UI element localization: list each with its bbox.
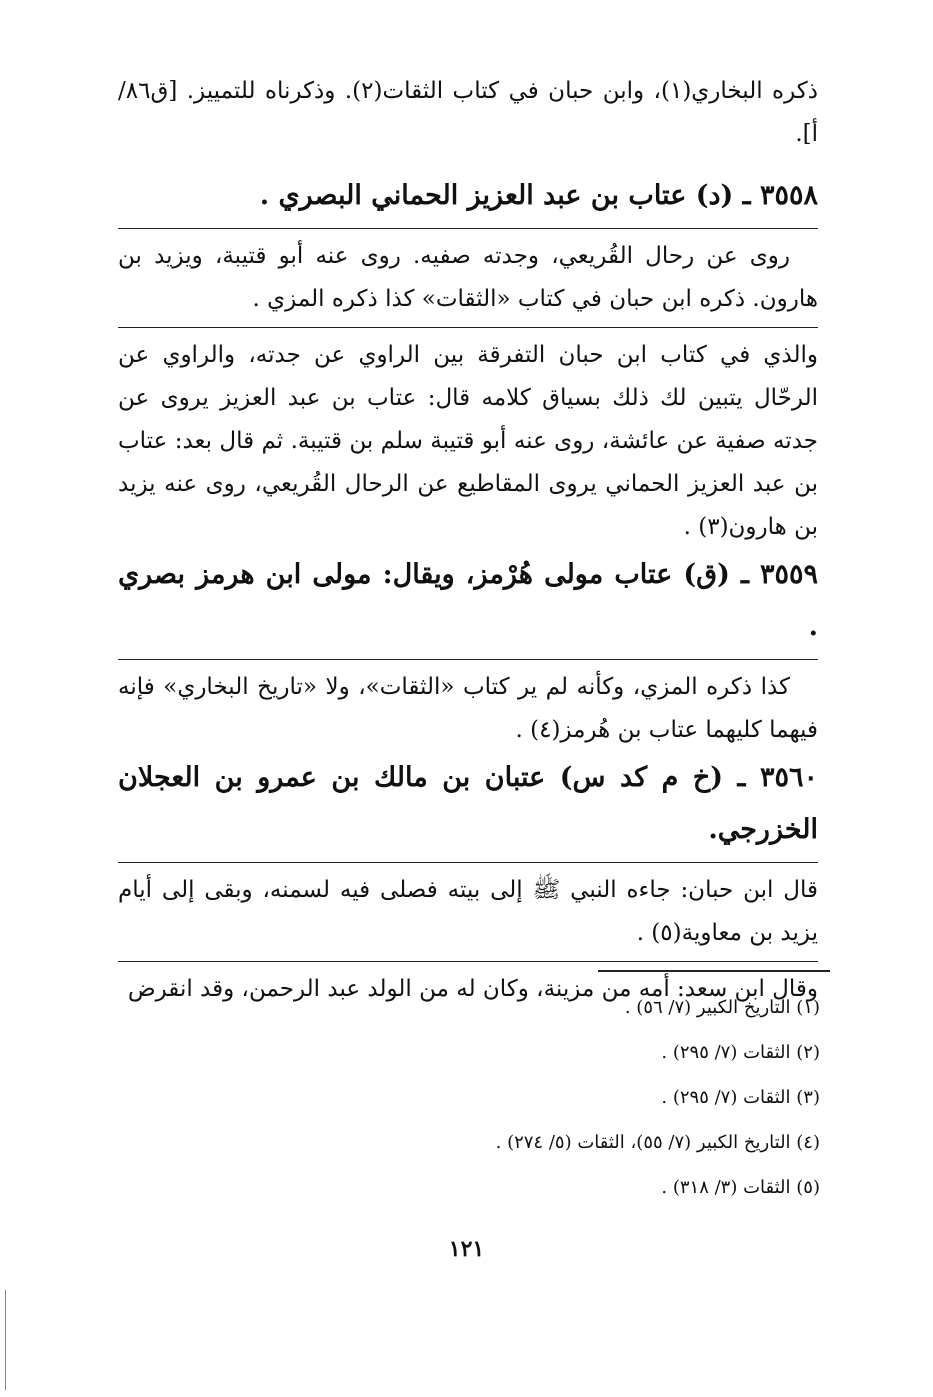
paragraph: والذي في كتاب ابن حبان التفرقة بين الراوي عن جدته، والراوي عن الرحّال يتبين لك ذلك بسياق كلامه قال: عتاب بن عبد العزيز يروى عن جدته صفية عن عائشة، روى عنه أبو قتيبة سلم بن قتيبة. ثم قال بعد: عتاب بن عبد العزيز الحماني يروى المقاطيع عن الرحال القُريعي، روى عنه يزيد بن هارون(٣) . — [118, 342, 818, 540]
entry-heading-3559: ٣٥٥٩ ـ (ق) عتاب مولى هُرْمز، ويقال: مولى ابن هرمز بصري . — [118, 559, 818, 642]
footnotes — [440, 985, 820, 1210]
divider — [118, 659, 818, 660]
divider — [118, 327, 818, 328]
page-body — [118, 70, 818, 1011]
paragraph: روى عن رحال القُريعي، وجدته صفيه. روى عنه أبو قتيبة، ويزيد بن هارون. ذكره ابن حبان في كتاب «الثقات» كذا ذكره المزي . — [118, 243, 818, 312]
paragraph: كذا ذكره المزي، وكأنه لم ير كتاب «الثقات»، ولا «تاريخ البخاري» فإنه فيهما كليهما عتاب بن هُرمز(٤) . — [118, 674, 818, 743]
footnote: (٤) التاريخ الكبير (٧/ ٥٥)، الثقات (٥/ ٢٧٤) . — [495, 1132, 820, 1153]
footnote: (٥) الثقات (٣/ ٣١٨) . — [661, 1177, 820, 1198]
divider — [118, 862, 818, 863]
paragraph: ذكره البخاري(١)، وابن حبان في كتاب الثقات(٢). وذكرناه للتمييز. [ق٨٦/أ]. — [118, 78, 818, 147]
footnote: (٣) الثقات (٧/ ٢٩٥) . — [661, 1087, 820, 1108]
scan-margin-line — [5, 1290, 6, 1390]
entry-heading-3560: ٣٥٦٠ ـ (خ م كد س) عتبان بن مالك بن عمرو بن العجلان الخزرجي. — [118, 762, 818, 845]
footnote: (١) التاريخ الكبير (٧/ ٥٦) . — [624, 997, 820, 1018]
page-number: ١٢١ — [448, 1236, 485, 1262]
footnote-separator — [598, 970, 830, 972]
paragraph: وقال ابن سعد: أمه من مزينة، وكان له من الولد عبد الرحمن، وقد انقرض — [127, 976, 818, 1002]
paragraph: قال ابن حبان: جاءه النبي ﷺ إلى بيته فصلى فيه لسمنه، وبقى إلى أيام يزيد بن معاوية(٥) . — [118, 877, 818, 946]
entry-heading-3558: ٣٥٥٨ ـ (د) عتاب بن عبد العزيز الحماني البصري . — [259, 180, 818, 211]
divider — [118, 961, 818, 962]
footnote: (٢) الثقات (٧/ ٢٩٥) . — [661, 1042, 820, 1063]
divider — [118, 228, 818, 229]
